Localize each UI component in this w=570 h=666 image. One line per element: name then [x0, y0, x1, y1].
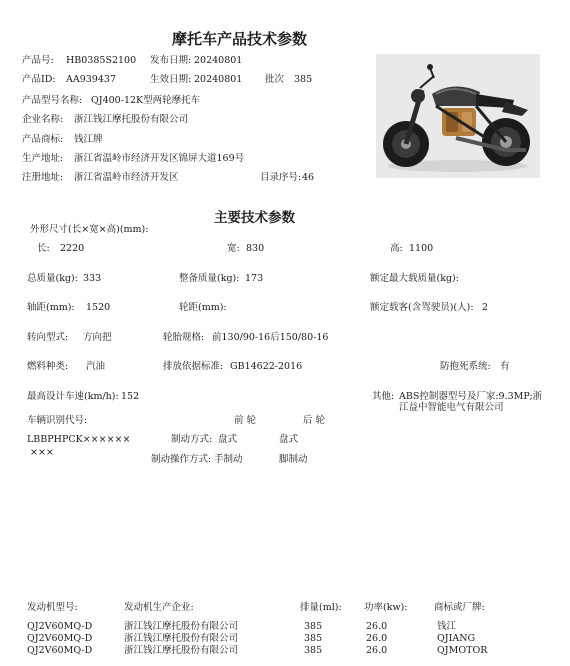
brake-front-value: 盘式 — [218, 434, 238, 445]
max-load-label: 额定最大载质量(kg): — [370, 273, 459, 284]
batch-value: 385 — [294, 74, 313, 85]
antilock-value: 有 — [500, 361, 510, 372]
engine-header-power: 功率(kw): — [364, 602, 408, 613]
engine-row-2-model: QJ2V60MQ-D — [27, 633, 93, 644]
publish-date-value: 20240801 — [194, 55, 243, 66]
product-id-label: 产品ID: — [22, 74, 56, 85]
track-label: 轮距(mm): — [179, 302, 227, 313]
engine-row-1-brand: 钱江 — [437, 621, 457, 632]
engine-row-3-power: 26.0 — [366, 645, 388, 656]
catalog-label: 目录序号: — [260, 172, 302, 183]
publish-date-label: 发布日期: — [150, 55, 192, 66]
vin-label: 车辆识别代号: — [27, 415, 88, 426]
length-value: 2220 — [60, 243, 85, 254]
engine-row-1-power: 26.0 — [366, 621, 388, 632]
tire-label: 轮胎规格: — [163, 332, 205, 343]
curb-mass-value: 173 — [245, 273, 264, 284]
fuel-value: 汽油 — [86, 361, 106, 372]
vin-line-2: ××× — [30, 447, 54, 458]
engine-header-maker: 发动机生产企业: — [124, 602, 194, 613]
engine-row-3-model: QJ2V60MQ-D — [27, 645, 93, 656]
height-label: 高: — [390, 243, 403, 254]
brand-label: 产品商标: — [22, 134, 64, 145]
engine-row-3-displacement: 385 — [304, 645, 323, 656]
height-value: 1100 — [409, 243, 434, 254]
other-label: 其他: — [372, 391, 395, 402]
front-wheel-label: 前 轮 — [234, 415, 257, 426]
max-speed-value: 152 — [121, 391, 140, 402]
curb-mass-label: 整备质量(kg): — [179, 273, 240, 284]
emission-value: GB14622-2016 — [230, 361, 303, 372]
engine-header-brand: 商标或厂牌: — [434, 602, 485, 613]
company-value: 浙江钱江摩托股份有限公司 — [74, 114, 189, 125]
model-name-value: QJ400-12K型两轮摩托车 — [91, 95, 201, 106]
total-mass-value: 333 — [83, 273, 102, 284]
max-speed-label: 最高设计车速(km/h): — [27, 391, 119, 402]
engine-row-2-power: 26.0 — [366, 633, 388, 644]
width-value: 830 — [246, 243, 265, 254]
product-no-value: HB0385S2100 — [66, 55, 137, 66]
batch-label: 批次 — [265, 74, 285, 85]
wheelbase-value: 1520 — [86, 302, 111, 313]
engine-row-3-brand: QJMOTOR — [437, 645, 488, 656]
fuel-label: 燃料种类: — [27, 361, 69, 372]
steering-value: 方向把 — [83, 332, 112, 343]
brake-rear-value: 盘式 — [279, 434, 299, 445]
antilock-label: 防抱死系统: — [440, 361, 491, 372]
length-label: 长: — [37, 243, 50, 254]
model-name-label: 产品型号名称: — [22, 95, 83, 106]
effective-date-label: 生效日期: — [150, 74, 192, 85]
section-title: 主要技术参数 — [214, 210, 295, 226]
brake-op-label: 制动操作方式: — [151, 454, 212, 465]
engine-header-model: 发动机型号: — [27, 602, 78, 613]
production-address-value: 浙江省温岭市经济开发区锦屏大道169号 — [74, 153, 245, 164]
production-address-label: 生产地址: — [22, 153, 64, 164]
engine-row-2-brand: QJIANG — [437, 633, 476, 644]
motorcycle-photo — [376, 54, 540, 178]
tire-value: 前130/90-16后150/80-16 — [212, 332, 329, 343]
passengers-label: 额定载客(含驾驶员)(人): — [370, 302, 474, 313]
product-no-label: 产品号: — [22, 55, 54, 66]
steering-label: 转向型式: — [27, 332, 69, 343]
other-line-2: 江益中智能电气有限公司 — [399, 402, 504, 413]
brake-type-label: 制动方式: — [171, 434, 213, 445]
passengers-value: 2 — [482, 302, 489, 313]
brand-value: 钱江牌 — [74, 134, 103, 145]
page-title: 摩托车产品技术参数 — [172, 30, 308, 48]
brake-op-front-value: 手制动 — [214, 454, 243, 465]
other-line-1: ABS控制器型号及厂家:9.3MP;浙 — [399, 391, 543, 402]
vin-line-1: LBBPHPCK×××××× — [27, 434, 131, 445]
registered-address-value: 浙江省温岭市经济开发区 — [74, 172, 179, 183]
emission-label: 排放依据标准: — [163, 361, 224, 372]
dimensions-label: 外形尺寸(长×宽×高)(mm): — [30, 224, 149, 235]
registered-address-label: 注册地址: — [22, 172, 64, 183]
rear-wheel-label: 后 轮 — [303, 415, 326, 426]
engine-row-1-displacement: 385 — [304, 621, 323, 632]
engine-row-3-maker: 浙江钱江摩托股份有限公司 — [124, 645, 239, 656]
wheelbase-label: 轴距(mm): — [27, 302, 75, 313]
width-label: 宽: — [227, 243, 240, 254]
motorcycle-icon — [376, 54, 540, 178]
product-id-value: AA939437 — [66, 74, 116, 85]
total-mass-label: 总质量(kg): — [27, 273, 78, 284]
engine-header-displacement: 排量(ml): — [300, 602, 342, 613]
engine-row-1-maker: 浙江钱江摩托股份有限公司 — [124, 621, 239, 632]
brake-op-rear-value: 脚制动 — [279, 454, 308, 465]
effective-date-value: 20240801 — [194, 74, 243, 85]
company-label: 企业名称: — [22, 114, 64, 125]
catalog-value: 46 — [302, 172, 315, 183]
engine-row-2-displacement: 385 — [304, 633, 323, 644]
engine-row-1-model: QJ2V60MQ-D — [27, 621, 93, 632]
engine-row-2-maker: 浙江钱江摩托股份有限公司 — [124, 633, 239, 644]
